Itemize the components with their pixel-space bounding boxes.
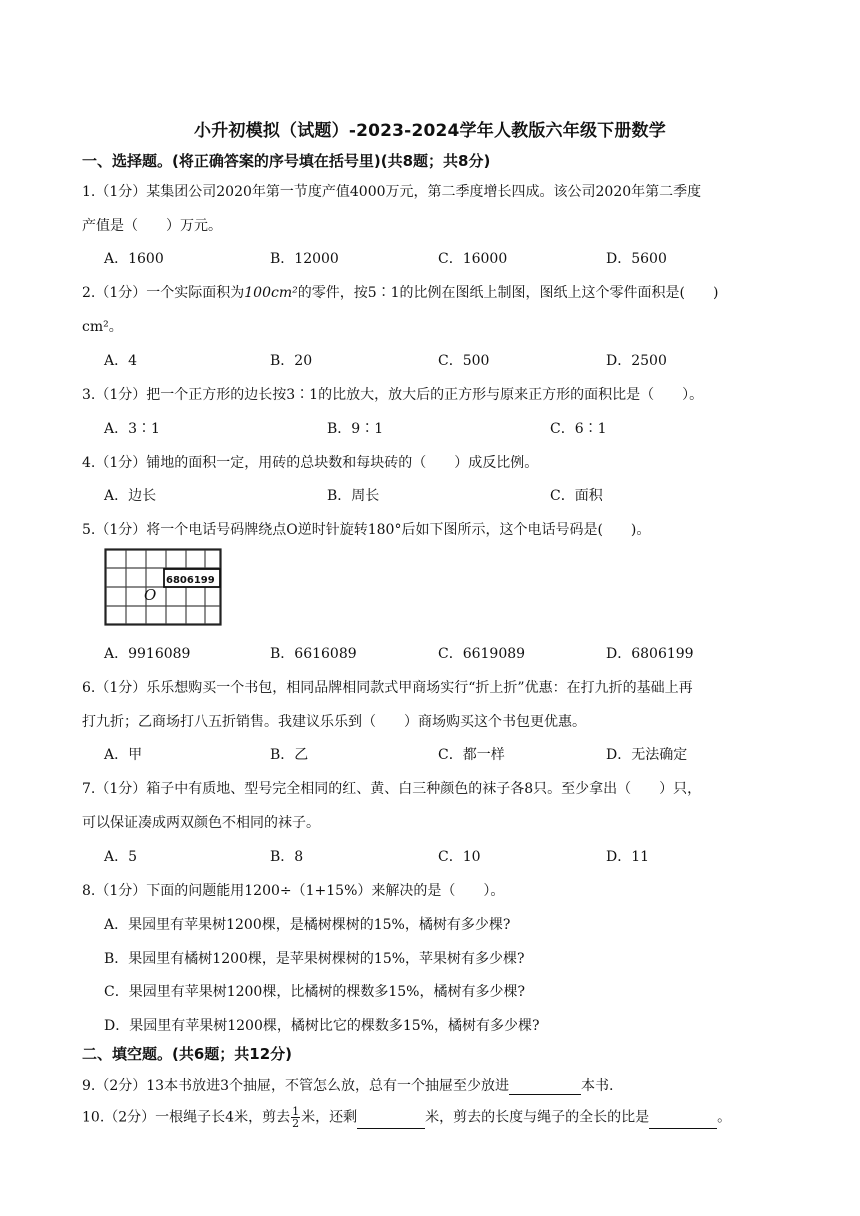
option-b: B．乙 [270, 747, 309, 763]
option-b: B．9∶1 [327, 421, 384, 437]
q5-options [104, 643, 784, 663]
q2-text-line1 [82, 282, 782, 302]
q9-text [82, 1075, 782, 1095]
q9-text-before: 9.（2分）13本书放进3个抽屉，不管怎么放，总有一个抽屉至少放进 [82, 1078, 509, 1094]
q2-text-after: 的零件，按5∶1的比例在图纸上制图，图纸上这个零件面积是( ) [297, 285, 719, 301]
q1-text-line2: 产值是（ ）万元。 [82, 218, 222, 234]
section-heading-choice: 一、选择题。(将正确答案的序号填在括号里)(共8题；共8分) [82, 152, 491, 170]
q5-text-line1: 5.（1分）将一个电话号码牌绕点O逆时针旋转180°后如下图所示，这个电话号码是( )。 [82, 522, 651, 538]
q3-options [104, 418, 784, 438]
q6-text-line2: 打九折；乙商场打八五折销售。我建议乐乐到（ ）商场购买这个书包更优惠。 [82, 714, 586, 730]
page-title: 小升初模拟（试题）-2023-2024学年人教版六年级下册数学 [194, 121, 666, 141]
q4-options [104, 485, 784, 505]
q10-answer-blank-2[interactable] [649, 1112, 717, 1129]
q2-options [104, 350, 784, 370]
option-b: B．6616089 [270, 646, 357, 662]
q10-fraction [291, 1106, 300, 1129]
q7-options [104, 846, 784, 866]
q7-text-line1: 7.（1分）箱子中有质地、型号完全相同的红、黄、白三种颜色的袜子各8只。至少拿出（ ）只， [82, 781, 702, 797]
q10-text [82, 1106, 782, 1132]
option-b: B．8 [270, 849, 304, 865]
q1-options [104, 248, 784, 268]
option-c: C．6∶1 [550, 421, 607, 437]
option-d: D．无法确定 [606, 747, 688, 763]
option-d: D．2500 [606, 353, 667, 369]
q7-text-line2: 可以保证凑成两双颜色不相同的袜子。 [82, 815, 320, 831]
option-c: C．都一样 [438, 747, 505, 763]
q2-text-before: 2.（1分）一个实际面积为 [82, 285, 245, 301]
option-a: A．甲 [104, 747, 143, 763]
q10-text-mid1: 米，还剩 [301, 1109, 358, 1126]
q10-text-before: 10.（2分）一根绳子长4米，剪去 [82, 1109, 291, 1126]
fraction-denominator: 2 [292, 1117, 300, 1130]
q1-text-line1: 1.（1分）某集团公司2020年第一节度产值4000万元，第二季度增长四成。该公司2020年第二季度 [82, 184, 702, 200]
q3-text-line1: 3.（1分）把一个正方形的边长按3∶1的比放大，放大后的正方形与原来正方形的面积比是（ ）。 [82, 387, 704, 403]
q8-option-b: B．果园里有橘树1200棵，是苹果树棵树的15%，苹果树有多少棵? [104, 951, 525, 967]
option-d: D．5600 [606, 251, 667, 267]
option-c: C．10 [438, 849, 481, 865]
option-c: C．面积 [550, 488, 603, 504]
q6-text-line1: 6.（1分）乐乐想购买一个书包，相同品牌相同款式甲商场实行“折上折”优惠：在打九折的基础上再 [82, 680, 693, 696]
phone-plate-grid-figure [104, 548, 222, 626]
q4-text-line1: 4.（1分）铺地的面积一定，用砖的总块数和每块砖的（ ）成反比例。 [82, 455, 539, 471]
option-a: A．9916089 [104, 646, 191, 662]
q9-answer-blank[interactable] [509, 1078, 581, 1095]
option-a: A．4 [104, 353, 138, 369]
option-b: B．12000 [270, 251, 339, 267]
option-b: B．20 [270, 353, 313, 369]
point-o-label: O [144, 586, 157, 604]
q8-option-d: D．果园里有苹果树1200棵，橘树比它的棵数多15%，橘树有多少棵? [104, 1018, 540, 1034]
phone-plate-number: 6806199 [166, 575, 215, 586]
option-c: C．6619089 [438, 646, 526, 662]
q10-answer-blank-1[interactable] [357, 1112, 425, 1129]
q8-text-line1: 8.（1分）下面的问题能用1200÷（1+15%）来解决的是（ ）。 [82, 883, 505, 899]
q9-text-after: 本书. [581, 1078, 614, 1094]
fraction-numerator: 1 [292, 1105, 300, 1118]
q10-text-mid2: 米，剪去的长度与绳子的全长的比是 [425, 1109, 650, 1126]
option-a: A．1600 [104, 251, 164, 267]
section-heading-fill: 二、填空题。(共6题；共12分) [82, 1045, 293, 1063]
q8-option-a: A．果园里有苹果树1200棵，是橘树棵树的15%，橘树有多少棵? [104, 917, 511, 933]
option-b: B．周长 [327, 488, 380, 504]
option-a: A．3∶1 [104, 421, 160, 437]
option-c: C．500 [438, 353, 490, 369]
option-a: A．边长 [104, 488, 157, 504]
q6-options [104, 744, 784, 764]
option-c: C．16000 [438, 251, 508, 267]
q2-math-area: 100cm² [244, 285, 298, 301]
option-d: D．11 [606, 849, 650, 865]
option-d: D．6806199 [606, 646, 694, 662]
q2-text-line2: cm²。 [82, 319, 123, 335]
option-a: A．5 [104, 849, 138, 865]
q8-option-c: C．果园里有苹果树1200棵，比橘树的棵数多15%，橘树有多少棵? [104, 984, 525, 1000]
q10-text-end: 。 [717, 1109, 732, 1126]
